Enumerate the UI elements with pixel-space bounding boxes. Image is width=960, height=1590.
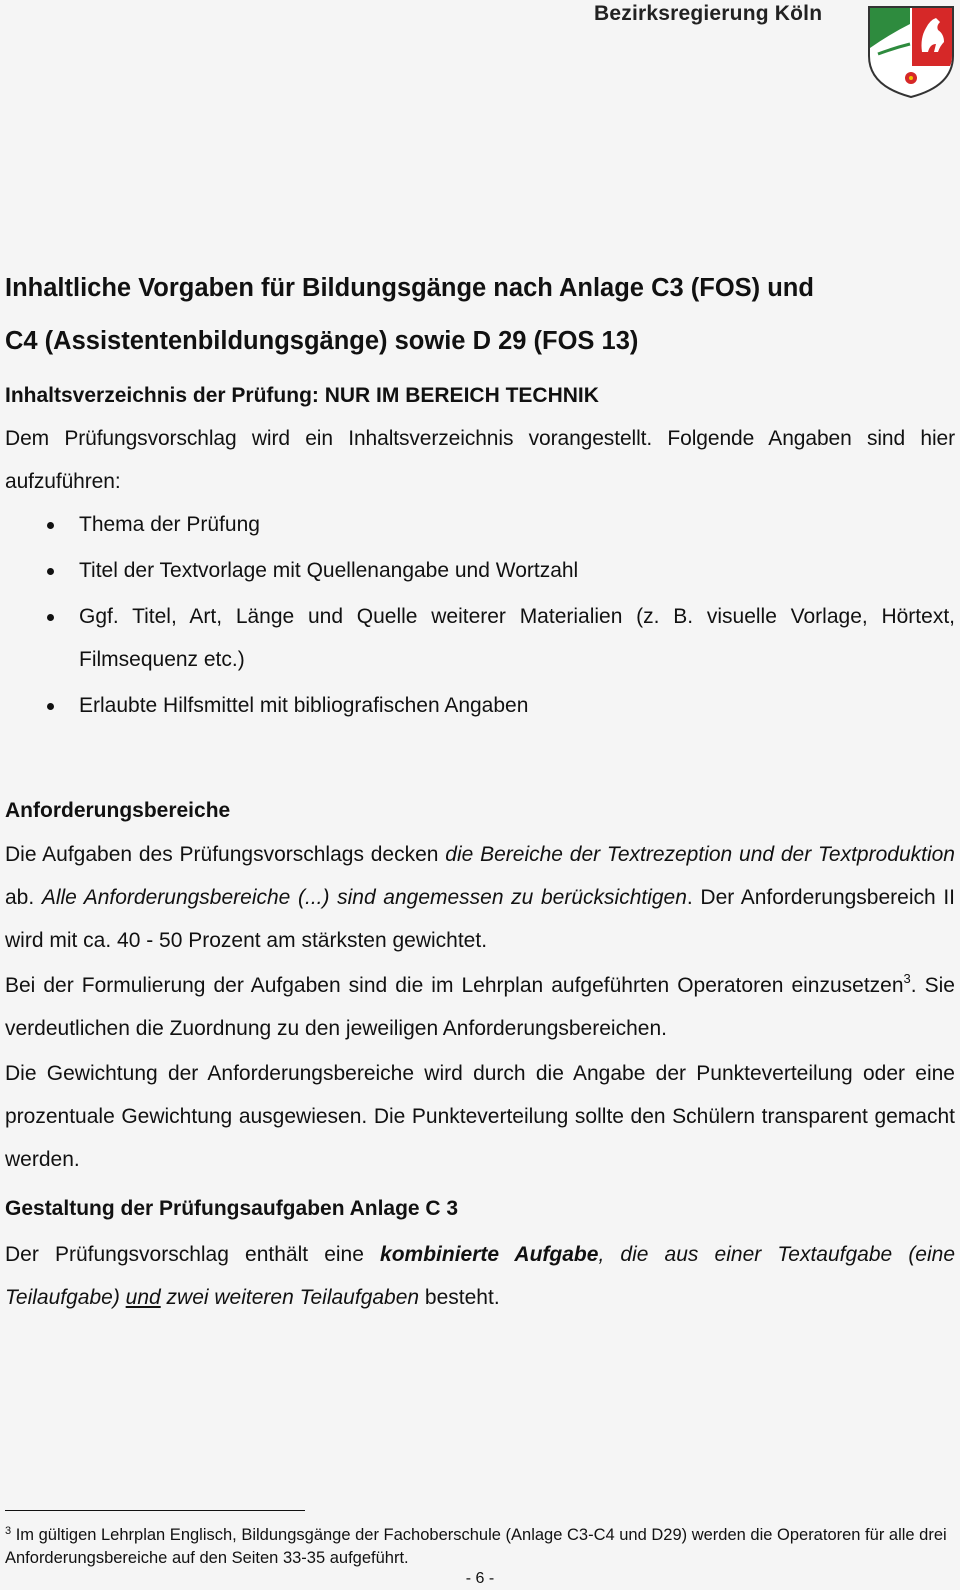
page-title-line2: C4 (Assistentenbildungsgänge) sowie D 29 (FOS 13) [5,327,639,355]
list-item: Erlaubte Hilfsmittel mit bibliografischen Angaben [5,684,955,727]
list-item: Ggf. Titel, Art, Länge und Quelle weiterer Materialien (z. B. visuelle Vorlage, Hörtext, Filmsequenz etc.) [5,595,955,681]
toc-heading: Inhaltsverzeichnis der Prüfung: NUR IM BEREICH TECHNIK [5,384,599,407]
design-heading: Gestaltung der Prüfungsaufgaben Anlage C 3 [5,1197,459,1220]
toc-intro: Dem Prüfungsvorschlag wird ein Inhaltsverzeichnis vorangestellt. Folgende Angaben sind hier aufzuführen: [5,427,955,493]
bullet-icon [47,522,54,529]
footnote-text: Im gültigen Lehrplan Englisch, Bildungsgänge der Fachoberschule (Anlage C3-C4 und D29) werden die Operatoren für alle drei Anforderungsbereiche auf den Seiten 33-35 aufgeführt. [5,1526,947,1567]
nrw-coat-of-arms-icon [866,4,956,99]
list-item: Titel der Textvorlage mit Quellenangabe und Wortzahl [5,549,955,592]
footnote-reference: 3 [903,971,911,986]
footnote-marker: 3 [5,1525,12,1537]
requirements-heading: Anforderungsbereiche [5,799,231,822]
requirements-paragraph-2: Bei der Formulierung der Aufgaben sind die im Lehrplan aufgeführten Operatoren einzusetzen$^3$. Sie verdeutlichen die Zuordnung zu den jeweiligen Anforderungsbereichen. [5,971,955,1040]
footnote [5,1524,955,1570]
main-content [5,262,955,1319]
design-paragraph: Der Prüfungsvorschlag enthält eine kombinierte Aufgabe, die aus einer Textaufgabe (eine Teilaufgabe) und zwei weiteren Teilaufgaben besteht. [5,1243,956,1309]
requirements-paragraph-3: Die Gewichtung der Anforderungsbereiche wird durch die Angabe der Punkteverteilung oder eine prozentuale Gewichtung ausgewiesen. Die Punkteverteilung sollte den Schülern transparent gemacht werden. [5,1062,955,1171]
page-title-line1: Inhaltliche Vorgaben für Bildungsgänge nach Anlage C3 (FOS) und [5,274,814,302]
bullet-icon [47,568,54,575]
page-number: - 6 - [465,1570,495,1587]
bullet-icon [47,703,54,710]
toc-list [5,503,955,727]
list-item: Thema der Prüfung [5,503,955,546]
bullet-icon [47,614,54,621]
requirements-paragraph-1: Die Aufgaben des Prüfungsvorschlags decken die Bereiche der Textrezeption und der Textproduktion ab. Alle Anforderungsbereiche (...) sind angemessen zu berücksichtigen. Der Anforderungsbereich II wird mit ca. 40 - 50 Prozent am stärksten gewichtet. [5,843,955,952]
footnote-divider [5,1510,305,1511]
page-title [5,262,955,368]
organization-name: Bezirksregierung Köln [594,2,823,25]
